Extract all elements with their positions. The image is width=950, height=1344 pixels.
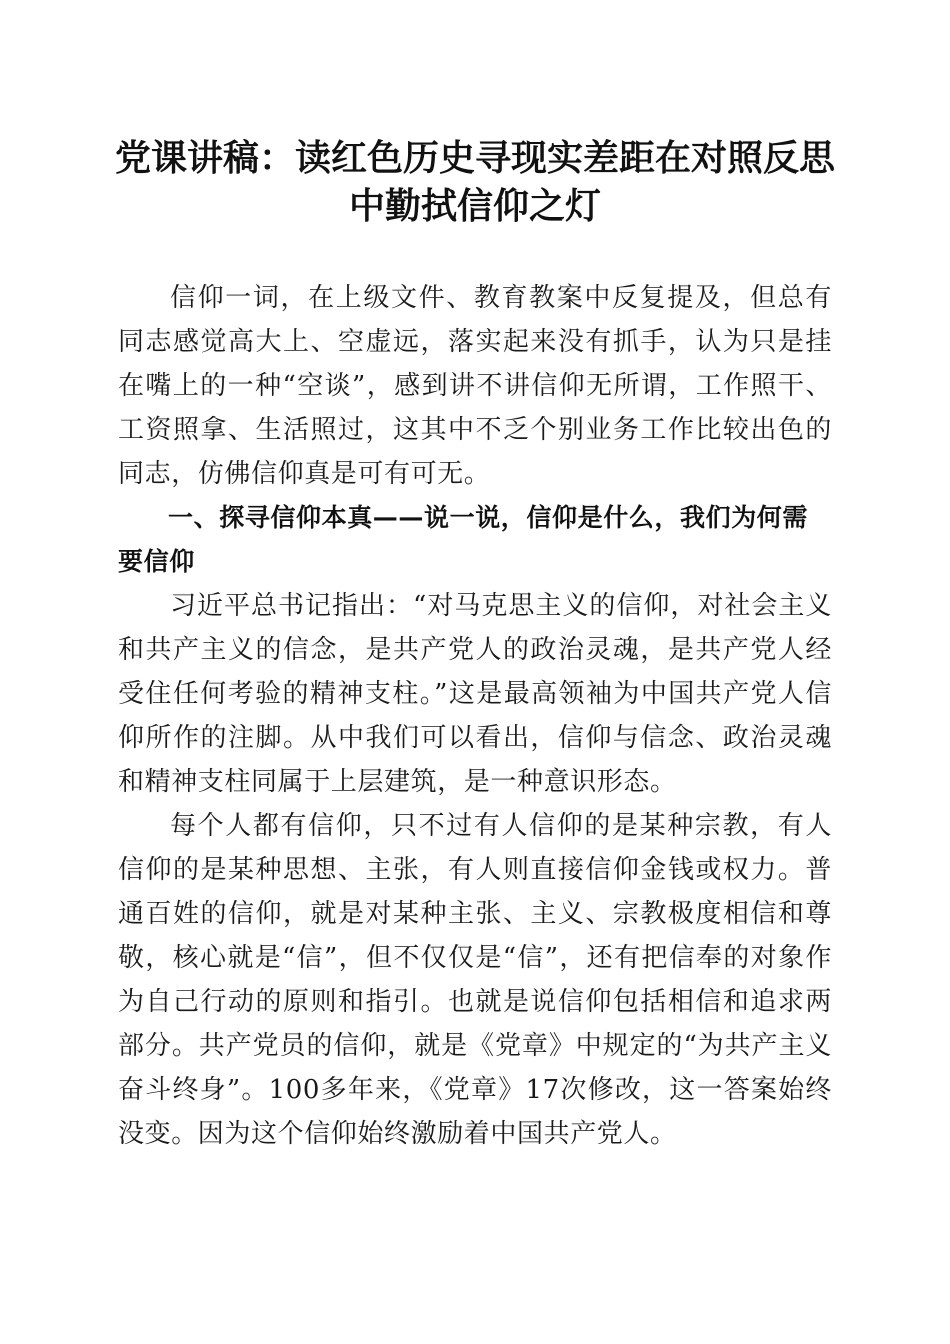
title-line-1: 党课讲稿：读红色历史寻现实差距在对照反思 bbox=[114, 137, 835, 179]
document-body bbox=[118, 276, 832, 1156]
paragraph-quote: 习近平总书记指出：“对马克思主义的信仰，对社会主义和共产主义的信念，是共产党人的政治灵魂，是共产党人经受住任何考验的精神支柱。”这是最高领袖为中国共产党人信仰所作的注脚。从中我们可以看出，信仰与信念、政治灵魂和精神支柱同属于上层建筑，是一种意识形态。 bbox=[118, 591, 832, 797]
title-line-2: 中勤拭信仰之灯 bbox=[348, 185, 601, 227]
document-title bbox=[100, 134, 850, 230]
section-heading-1: 一、探寻信仰本真——说一说，信仰是什么，我们为何需要信仰 bbox=[118, 503, 809, 576]
paragraph-intro: 信仰一词，在上级文件、教育教案中反复提及，但总有同志感觉高大上、空虚远，落实起来没有抓手，认为只是挂在嘴上的一种“空谈”，感到讲不讲信仰无所谓，工作照干、工资照拿、生活照过，这其中不乏个别业务工作比较出色的同志，仿佛信仰真是可有可无。 bbox=[118, 283, 832, 489]
paragraph-belief: 每个人都有信仰，只不过有人信仰的是某种宗教，有人信仰的是某种思想、主张，有人则直接信仰金钱或权力。普通百姓的信仰，就是对某种主张、主义、宗教极度相信和尊敬，核心就是“信”，但不仅仅是“信”，还有把信奉的对象作为自己行动的原则和指引。也就是说信仰包括相信和追求两部分。共产党员的信仰，就是《党章》中规定的“为共产主义奋斗终身”。100多年来，《党章》17次修改，这一答案始终没变。因为这个信仰始终激励着中国共产党人。 bbox=[118, 811, 832, 1149]
